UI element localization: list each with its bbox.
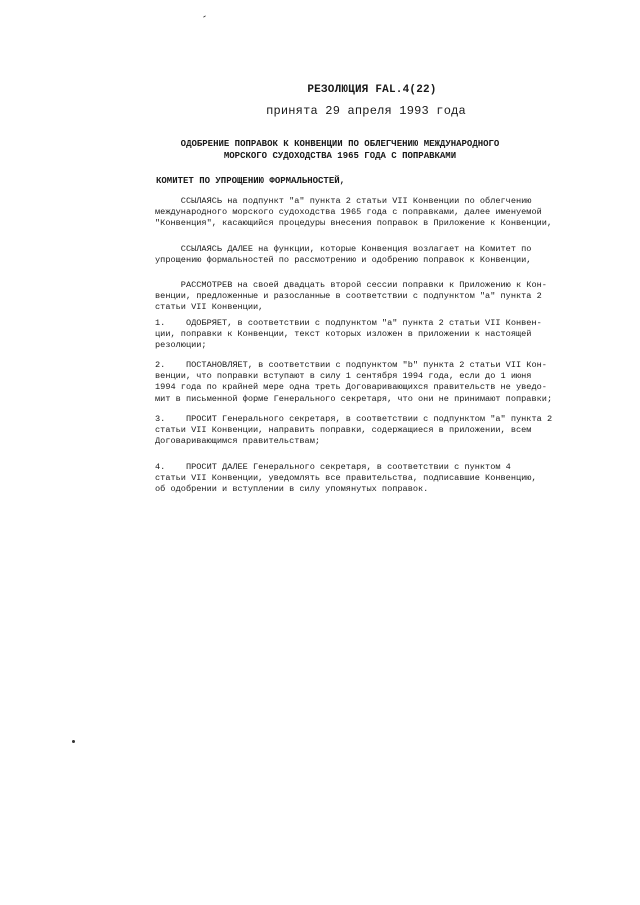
adoption-date: принята 29 апреля 1993 года	[266, 104, 466, 118]
paragraph-2-determines	[155, 360, 615, 405]
paragraph-line: "Конвенция", касающийся процедуры внесения поправок в Приложение к Конвенции,	[155, 218, 553, 229]
paragraph-line: статьи VII Конвенции,	[155, 302, 264, 313]
paragraph-recalling	[155, 196, 615, 230]
paragraph-line: венции, предложенные и разосланные в соответствии с подпунктом "а" пункта 2	[155, 291, 542, 302]
paragraph-line: ССЫЛАЯСЬ на подпункт "а" пункта 2 статьи VII Конвенции по облегчению	[155, 196, 532, 206]
paragraph-line: мит в письменной форме Генерального секретаря, что они не принимают поправки;	[155, 393, 553, 404]
paragraph-line: ции, поправки к Конвенции, текст которых изложен в приложении к настоящей	[155, 329, 532, 340]
scan-speck	[72, 740, 75, 743]
paragraph-line: ССЫЛАЯСЬ ДАЛЕЕ на функции, которые Конвенция возлагает на Комитет по	[155, 244, 532, 254]
paragraph-line: 1. ОДОБРЯЕТ, в соответствии с подпунктом "а" пункта 2 статьи VII Конвен-	[155, 318, 542, 328]
paragraph-line: 1994 года по крайней мере одна треть Договаривающихся правительств не уведо-	[155, 382, 547, 393]
paragraph-line: РАССМОТРЕВ на своей двадцать второй сессии поправки к Приложению к Кон-	[155, 280, 547, 290]
paragraph-line: упрощению формальностей по рассмотрению и одобрению поправок к Конвенции,	[155, 255, 532, 266]
paragraph-recalling-further	[155, 244, 615, 266]
paragraph-line: об одобрении и вступлении в силу упомянутых поправок.	[155, 484, 429, 495]
paragraph-having-considered	[155, 280, 615, 314]
paragraph-line: венции, что поправки вступают в силу 1 сентября 1994 года, если до 1 июня	[155, 371, 532, 382]
paragraph-line: 3. ПРОСИТ Генерального секретаря, в соответствии с подпунктом "а" пункта 2	[155, 414, 553, 424]
paragraph-line: международного морского судоходства 1965 года с поправками, далее именуемой	[155, 207, 542, 218]
subject-line-1: ОДОБРЕНИЕ ПОПРАВОК К КОНВЕНЦИИ ПО ОБЛЕГЧЕНИЮ МЕЖДУНАРОДНОГО	[180, 139, 500, 149]
subject-line-2: МОРСКОГО СУДОХОДСТВА 1965 ГОДА С ПОПРАВКАМИ	[223, 151, 457, 161]
paragraph-line: 4. ПРОСИТ ДАЛЕЕ Генерального секретаря, в соответствии с пунктом 4	[155, 462, 511, 472]
scan-speck	[203, 15, 206, 17]
paragraph-line: резолюции;	[155, 340, 207, 351]
paragraph-1-adopts	[155, 318, 615, 352]
resolution-title: РЕЗОЛЮЦИЯ FAL.4(22)	[307, 84, 437, 96]
paragraph-3-requests	[155, 414, 615, 448]
paragraph-4-requests-further	[155, 462, 615, 496]
paragraph-line: статьи VII Конвенции, уведомлять все правительства, подписавшие Конвенцию,	[155, 473, 537, 484]
paragraph-line: Договаривающимся правительствам;	[155, 436, 321, 447]
committee-name: КОМИТЕТ ПО УПРОЩЕНИЮ ФОРМАЛЬНОСТЕЙ,	[156, 176, 346, 186]
paragraph-line: статьи VII Конвенции, направить поправки, содержащиеся в приложении, всем	[155, 425, 532, 436]
paragraph-line: 2. ПОСТАНОВЛЯЕТ, в соответствии с подпунктом "b" пункта 2 статьи VII Кон-	[155, 360, 547, 370]
